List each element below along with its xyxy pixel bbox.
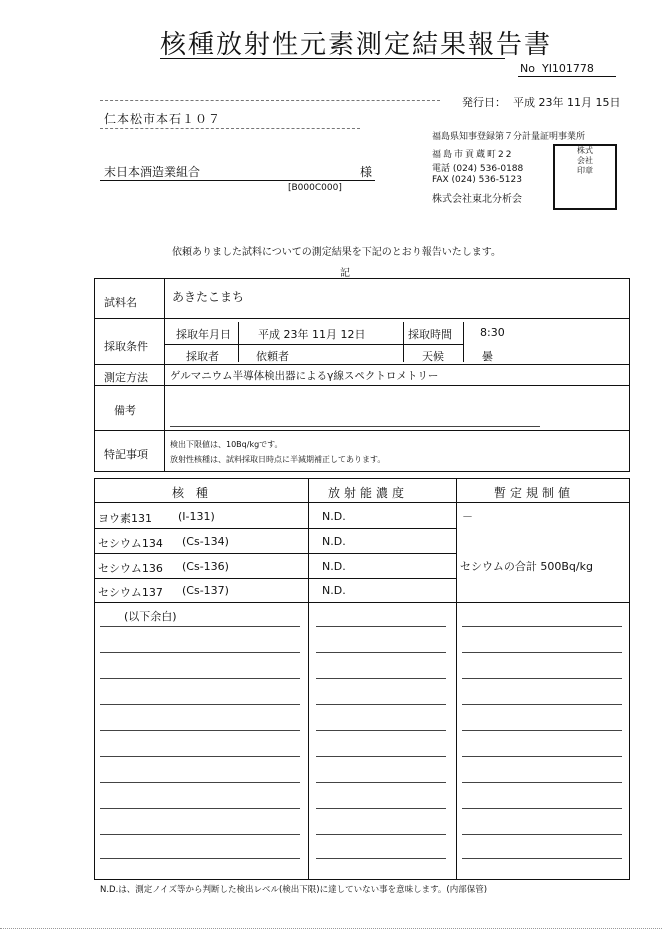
page-title: 核種放射性元素測定結果報告書 — [160, 30, 553, 60]
notes-label: 特記事項 — [104, 448, 148, 461]
empty-row-line — [462, 704, 622, 705]
row-divider — [164, 344, 464, 345]
doc-no-underline — [518, 76, 616, 77]
empty-row-line — [100, 704, 300, 705]
empty-row-line — [100, 652, 300, 653]
conc-value: N.D. — [322, 560, 346, 573]
divider — [100, 100, 440, 101]
weather-label: 天候 — [422, 350, 444, 363]
conc-value: N.D. — [322, 510, 346, 523]
table-header-divider — [94, 502, 630, 503]
company-seal — [553, 144, 617, 210]
row-divider — [94, 602, 630, 603]
nuclide-name: セシウム136 — [98, 562, 163, 575]
row-divider — [94, 385, 630, 386]
bottom-scan-line — [0, 928, 662, 929]
label-column-divider — [164, 278, 165, 471]
empty-row-line — [100, 782, 300, 783]
row-divider — [94, 528, 456, 529]
cond-label: 採取条件 — [104, 340, 148, 353]
empty-row-line — [462, 808, 622, 809]
col-limit-header: 暫定規制値 — [494, 486, 575, 500]
collector-value: 依頼者 — [256, 350, 289, 363]
conc-value: N.D. — [322, 584, 346, 597]
method-label: 測定方法 — [104, 371, 148, 384]
issuer-registration: 福島県知事登録第７分計量証明事業所 — [432, 132, 586, 142]
empty-row-line — [100, 858, 300, 859]
notes-line-2: 放射性核種は、試料採取日時点に半減期補正してあります。 — [170, 455, 386, 464]
empty-row-line — [316, 730, 446, 731]
empty-row-line — [100, 626, 300, 627]
sample-name-label: 試料名 — [104, 296, 137, 309]
issuer-address: 福島市貢蔵町22 — [432, 150, 514, 160]
sample-name-value: あきたこまち — [172, 290, 245, 304]
blank-below-note: (以下余白) — [124, 610, 177, 623]
empty-row-line — [462, 858, 622, 859]
empty-row-line — [316, 626, 446, 627]
footer-note: N.D.は、測定ノイズ等から判断した検出レベル(検出下限)に達していない事を意味します。(内部保管) — [100, 885, 488, 895]
recipient-underline — [100, 180, 375, 181]
document-number — [520, 62, 594, 75]
ki-mark: 記 — [340, 268, 350, 279]
time-label: 採取時間 — [408, 328, 452, 341]
row-divider — [94, 318, 630, 319]
empty-row-line — [100, 730, 300, 731]
time-value: 8:30 — [480, 326, 505, 339]
seal-line: 株式 — [577, 146, 593, 155]
method-value: ゲルマニウム半導体検出器によるγ線スペクトロメトリー — [170, 370, 439, 382]
limit-value: セシウムの合計 500Bq/kg — [460, 560, 593, 573]
empty-row-line — [316, 858, 446, 859]
notes-line-1: 検出下限値は、10Bq/kgです。 — [170, 440, 283, 449]
nuclide-symbol: (I-131) — [178, 510, 215, 523]
issuer-fax: FAX (024) 536-5123 — [432, 175, 522, 185]
issue-value: 平成 23年 11月 15日 — [513, 96, 621, 109]
empty-row-line — [316, 782, 446, 783]
date-value: 平成 23年 11月 12日 — [258, 328, 366, 341]
seal-line: 印章 — [577, 166, 593, 175]
nuclide-symbol: (Cs-134) — [182, 535, 229, 548]
empty-row-line — [462, 834, 622, 835]
issue-date — [462, 94, 620, 110]
empty-row-line — [462, 626, 622, 627]
doc-no-value: YI101778 — [541, 62, 594, 75]
nuclide-name: セシウム134 — [98, 537, 163, 550]
empty-row-line — [316, 678, 446, 679]
col-nuclide-header: 核 種 — [172, 486, 212, 500]
nuclide-symbol: (Cs-136) — [182, 560, 229, 573]
cell-divider — [403, 322, 404, 362]
cell-divider — [238, 322, 239, 362]
remarks-line — [170, 426, 540, 427]
weather-value: 曇 — [482, 350, 493, 363]
empty-row-line — [462, 678, 622, 679]
seal-line: 会社 — [577, 156, 593, 165]
nuclide-name: ヨウ素131 — [98, 512, 152, 525]
recipient-honorific: 様 — [360, 165, 373, 179]
col-conc-header: 放射能濃度 — [328, 486, 409, 500]
remarks-label: 備考 — [114, 404, 136, 417]
collector-label: 採取者 — [186, 350, 219, 363]
issue-label: 発行日： — [462, 96, 506, 109]
empty-row-line — [100, 678, 300, 679]
issuer-tel: 電話 (024) 536-0188 — [432, 164, 524, 174]
cell-divider — [463, 322, 464, 362]
recipient-code: [B000C000] — [288, 183, 342, 193]
row-divider — [94, 578, 456, 579]
column-divider — [456, 478, 457, 880]
empty-row-line — [462, 756, 622, 757]
recipient-name: 末日本酒造業組合 — [104, 165, 201, 179]
empty-row-line — [316, 834, 446, 835]
empty-row-line — [462, 730, 622, 731]
empty-row-line — [100, 808, 300, 809]
nuclide-symbol: (Cs-137) — [182, 584, 229, 597]
nuclide-name: セシウム137 — [98, 586, 163, 599]
intro-text: 依頼ありました試料についての測定結果を下記のとおり報告いたします。 — [172, 247, 501, 258]
empty-row-line — [316, 652, 446, 653]
doc-no-label: No — [520, 62, 535, 75]
date-label: 採取年月日 — [176, 328, 231, 341]
row-divider — [94, 364, 630, 365]
conc-value: N.D. — [322, 535, 346, 548]
empty-row-line — [316, 756, 446, 757]
issuer-company: 株式会社東北分析会 — [432, 194, 522, 205]
empty-row-line — [100, 834, 300, 835]
title-underline — [160, 58, 505, 59]
column-divider — [308, 478, 309, 880]
empty-row-line — [316, 704, 446, 705]
empty-row-line — [462, 652, 622, 653]
empty-row-line — [462, 782, 622, 783]
results-table — [94, 478, 630, 880]
limit-value: － — [462, 510, 473, 523]
empty-row-line — [100, 756, 300, 757]
row-divider — [94, 430, 630, 431]
row-divider — [94, 553, 456, 554]
empty-row-line — [316, 808, 446, 809]
recipient-address: 仁本松市本石１０７ — [104, 112, 222, 126]
divider — [100, 128, 360, 129]
